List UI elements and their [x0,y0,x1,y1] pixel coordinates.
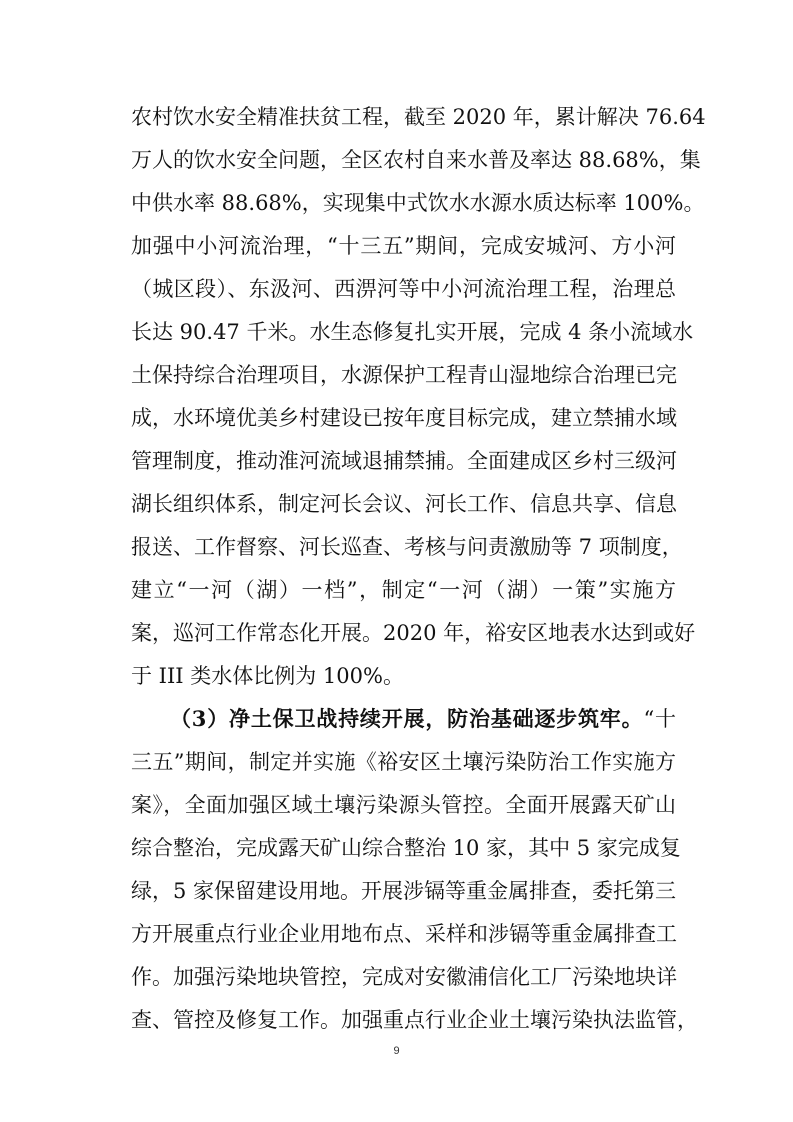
body-text-line: 于 III 类水体比例为 100%。 [131,664,404,688]
section-first-line-rest: “十 [643,707,676,731]
body-text-line: 管理制度，推动淮河流域退捕禁捕。全面建成区乡村三级河 [131,449,677,473]
body-text-line: 万人的饮水安全问题，全区农村自来水普及率达 88.68%，集 [131,148,701,172]
body-text-line: 方开展重点行业企业用地布点、采样和涉镉等重金属排查工 [131,922,677,946]
body-text-line: 综合整治，完成露天矿山综合整治 10 家，其中 5 家完成复 [131,836,681,860]
body-text-line: 土保持综合治理项目，水源保护工程青山湿地综合治理已完 [131,363,677,387]
page-number: 9 [393,1045,400,1057]
body-text-line: （城区段）、东汲河、西淠河等中小河流治理工程，治理总 [131,277,676,301]
body-text-line: 作。加强污染地块管控，完成对安徽浦信化工厂污染地块详 [131,965,677,989]
body-text-line: 报送、工作督察、河长巡查、考核与问责激励等 7 项制度， [131,535,683,559]
body-text-line: 案，巡河工作常态化开展。2020 年，裕安区地表水达到或好 [131,621,696,645]
section-first-line [170,699,676,739]
body-text-line: 建立“一河（湖）一档”，制定“一河（湖）一策”实施方 [131,578,676,602]
body-text-line: 中供水率 88.68%，实现集中式饮水水源水质达标率 100%。 [131,191,705,215]
body-text-line: 案》，全面加强区域土壤污染源头管控。全面开展露天矿山 [131,793,676,817]
section-heading: （3）净土保卫战持续开展，防治基础逐步筑牢。 [170,706,644,731]
body-text-line: 绿，5 家保留建设用地。开展涉镉等重金属排查，委托第三 [131,879,677,903]
body-text-line: 加强中小河流治理，“十三五”期间，完成安城河、方小河 [131,234,676,258]
body-text-line: 湖长组织体系，制定河长会议、河长工作、信息共享、信息 [131,492,677,516]
body-text-line: 农村饮水安全精准扶贫工程，截至 2020 年，累计解决 76.64 [131,105,706,129]
body-text-line: 长达 90.47 千米。水生态修复扎实开展，完成 4 条小流域水 [131,320,694,344]
body-text-line: 三五”期间，制定并实施《裕安区土壤污染防治工作实施方 [131,750,676,774]
body-text-line: 查、管控及修复工作。加强重点行业企业土壤污染执法监管， [131,1008,698,1032]
body-text-line: 成，水环境优美乡村建设已按年度目标完成，建立禁捕水域 [131,406,677,430]
